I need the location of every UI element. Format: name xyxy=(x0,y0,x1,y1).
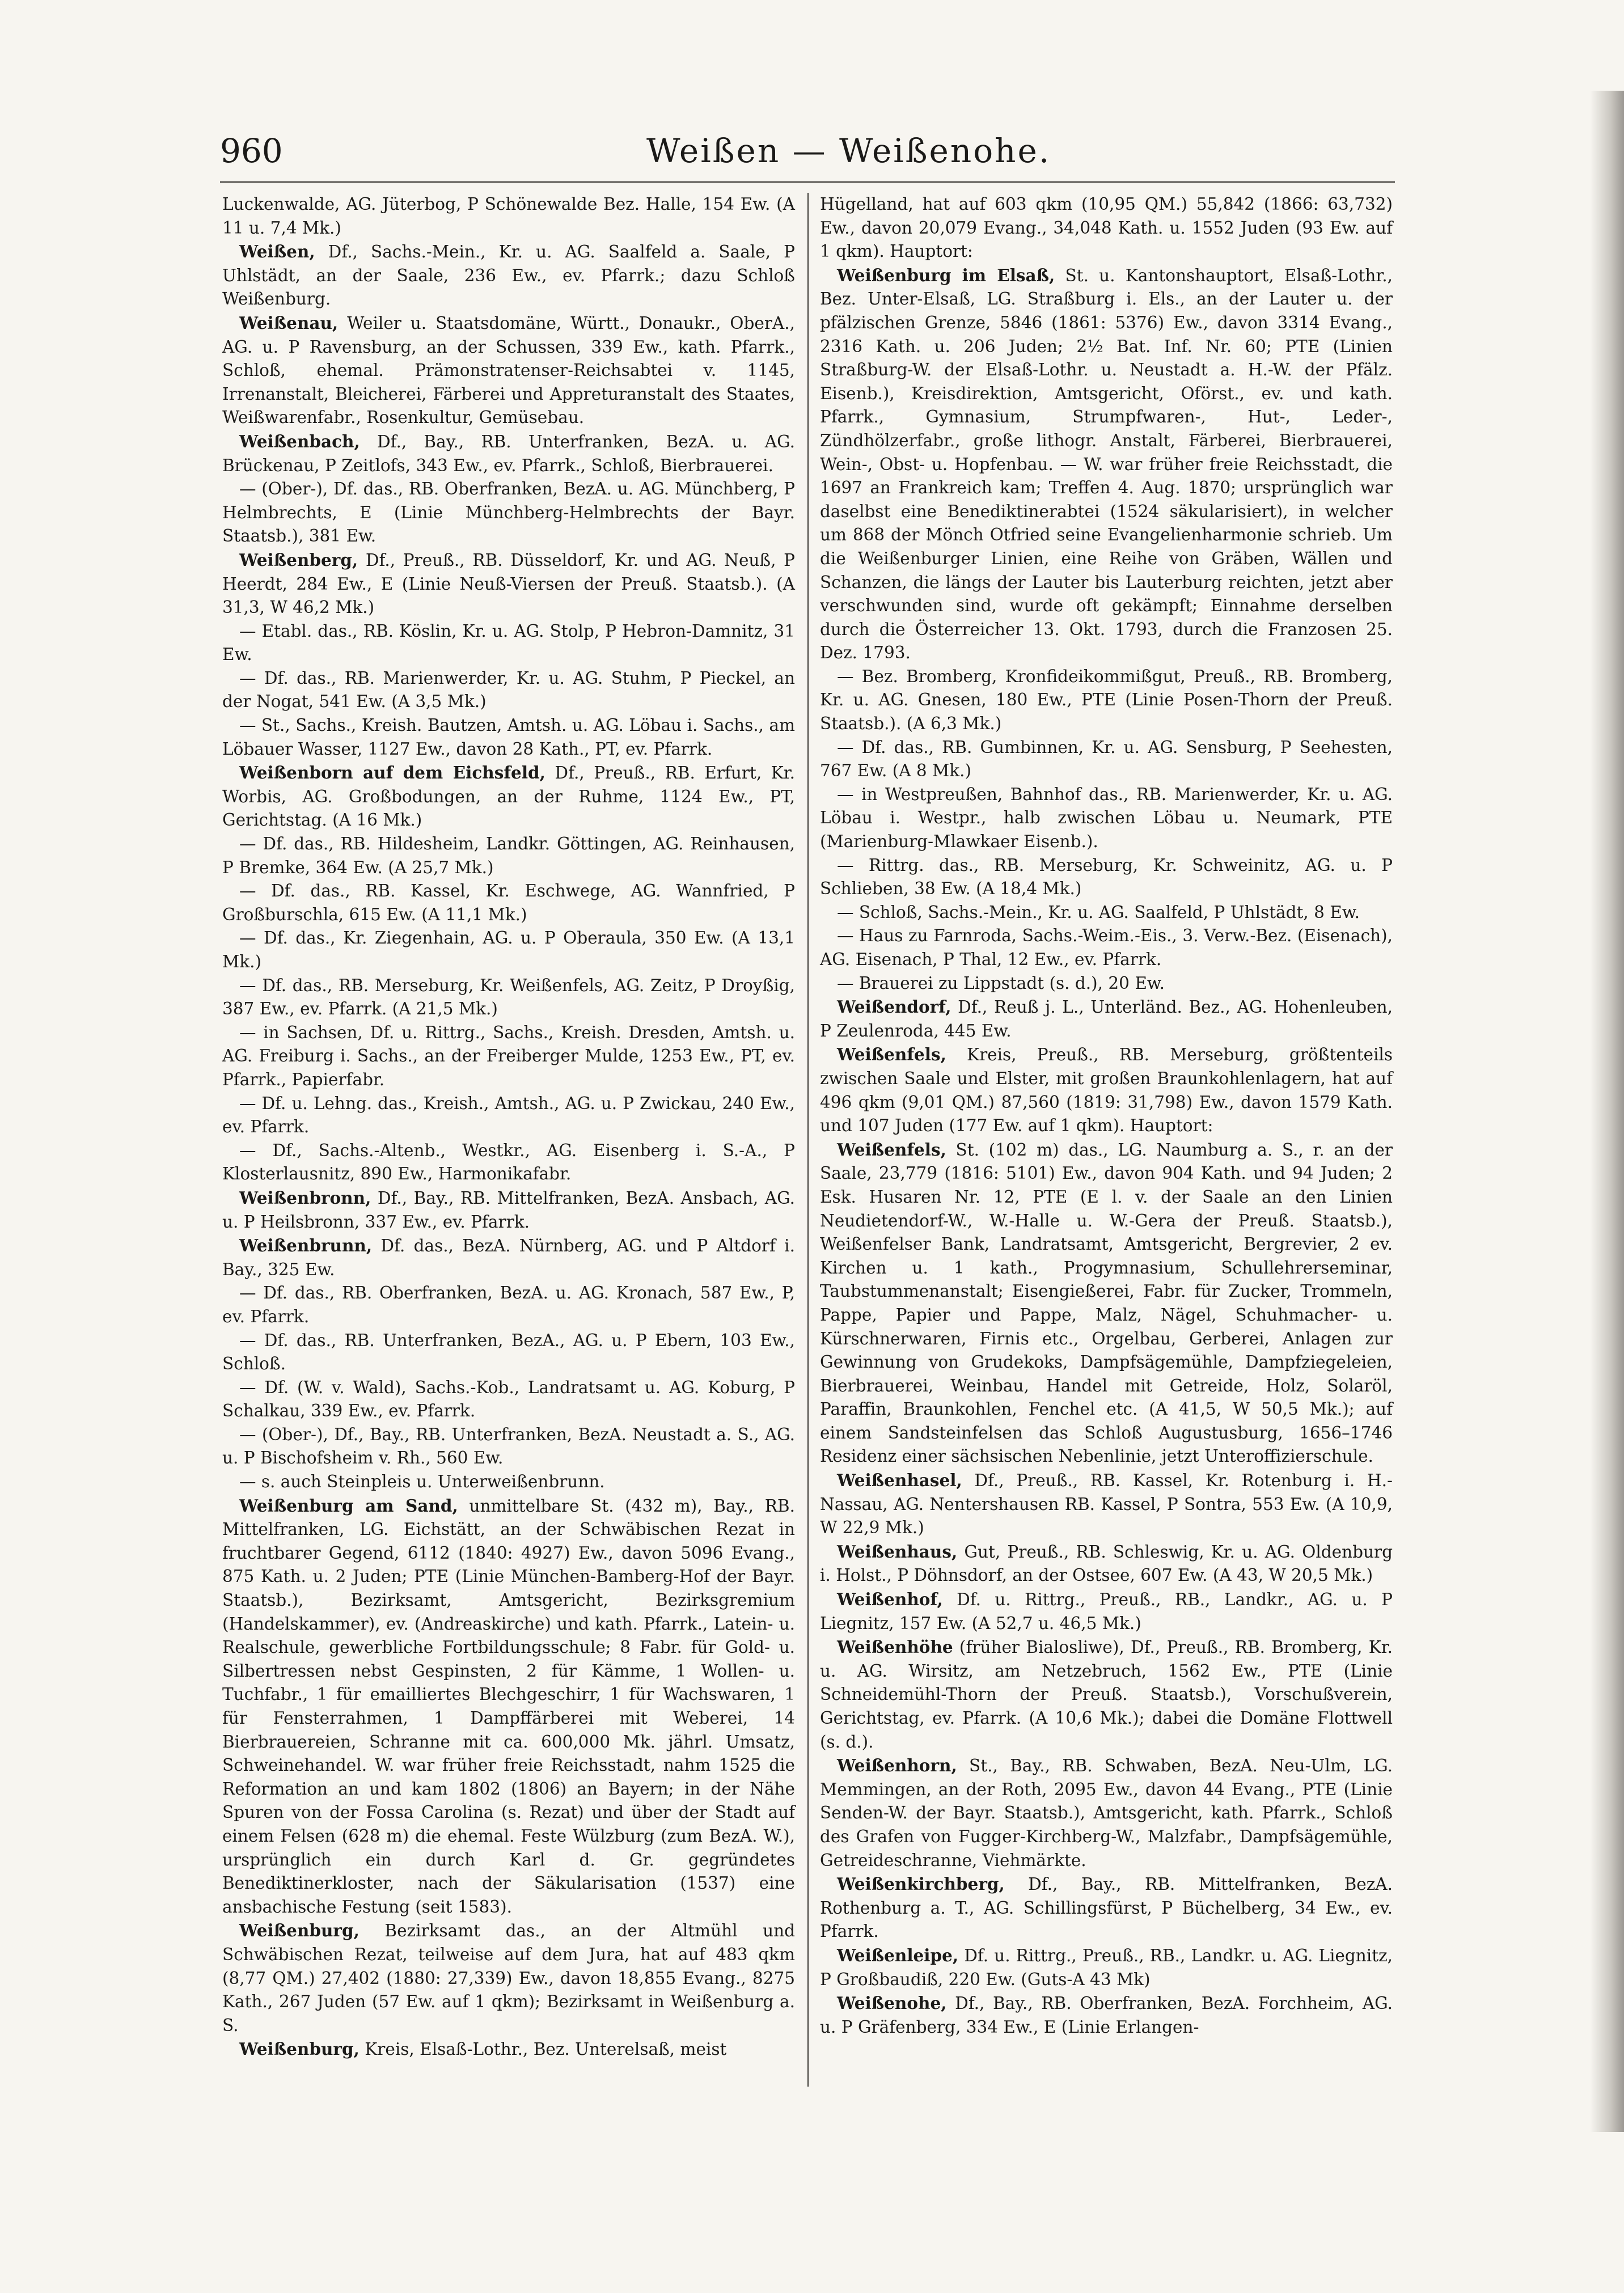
entry xyxy=(222,430,795,477)
entry-text: Weiler u. Staatsdomäne, Württ., Donaukr., OberA., AG. u. P Ravensburg, an der Schussen, 339 Ew., kath. Pfarrk., Schloß, ehemal. Prämonstratenser-Reichsabtei v. 1145, Irrenanstalt, Bleicherei, Färberei und Appreturanstalt des Staates, Weißwarenfabr., Rosenkultur, Gemüsebau. xyxy=(222,313,795,428)
entry xyxy=(820,854,1393,901)
entry xyxy=(222,1092,795,1139)
entry-headword: Weißenhöhe xyxy=(837,1637,953,1657)
entry-headword: Weißenhaus, xyxy=(837,1541,958,1562)
entry-headword: Weißenhof, xyxy=(837,1589,943,1610)
entry-text: Df., Reuß j. L., Unterländ. Bez., AG. Hohenleuben, P Zeulenroda, 445 Ew. xyxy=(820,997,1393,1040)
entry-text: — Df. das., RB. Kassel, Kr. Eschwege, AG. Wannfried, P Großburschla, 615 Ew. (A 11,1 Mk.) xyxy=(222,881,795,924)
running-head: Weißen — Weißenohe. xyxy=(646,132,1051,170)
entry xyxy=(222,193,795,240)
page-edge-shadow xyxy=(1590,91,1624,2132)
entry-text: — Schloß, Sachs.-Mein., Kr. u. AG. Saalfeld, P Uhlstädt, 8 Ew. xyxy=(837,902,1360,922)
entry xyxy=(820,1588,1393,1635)
entry-text: — s. auch Steinpleis u. Unterweißenbrunn. xyxy=(239,1472,605,1492)
entry-text: Df. das., BezA. Nürnberg, AG. und P Altdorf i. Bay., 325 Ew. xyxy=(222,1236,795,1279)
entry xyxy=(820,193,1393,264)
entry xyxy=(222,879,795,926)
left-column xyxy=(222,193,795,2062)
entry xyxy=(222,1234,795,1281)
entry-text: Df., Preuß., RB. Kassel, Kr. Rotenburg i. H.-Nassau, AG. Nentershausen RB. Kassel, P Sontra, 553 Ew. (A 10,9, W 22,9 Mk.) xyxy=(820,1471,1393,1538)
entry-text: — Etabl. das., RB. Köslin, Kr. u. AG. Stolp, P Hebron-Damnitz, 31 Ew. xyxy=(222,621,795,665)
entry-text: Df., Preuß., RB. Düsseldorf, Kr. und AG. Neuß, P Heerdt, 284 Ew., E (Linie Neuß-Viersen der Preuß. Staatsb.). (A 31,3, W 46,2 Mk.) xyxy=(222,550,795,617)
entry-text: — Df. das., RB. Gumbinnen, Kr. u. AG. Sensburg, P Seehesten, 767 Ew. (A 8 Mk.) xyxy=(820,737,1393,781)
entry xyxy=(222,832,795,879)
entry-headword: Weißenburg am Sand, xyxy=(239,1495,458,1516)
entry-headword: Weißenfels, xyxy=(837,1139,946,1160)
entry-headword: Weißenleipe, xyxy=(837,1945,959,1965)
entry-headword: Weißenhorn, xyxy=(837,1755,957,1776)
entry-text: — Df. das., RB. Merseburg, Kr. Weißenfels, AG. Zeitz, P Droyßig, 387 Ew., ev. Pfarrk. (A 21,5 Mk.) xyxy=(222,975,795,1019)
entry xyxy=(222,761,795,832)
entry xyxy=(222,477,795,548)
entry-headword: Weißenohe, xyxy=(837,1993,947,2013)
entry xyxy=(222,1021,795,1092)
entry xyxy=(222,1494,795,1919)
entry-text: Hügelland, hat auf 603 qkm (10,95 QM.) 55,842 (1866: 63,732) Ew., davon 20,079 Evang., 34,048 Kath. u. 1552 Juden (93 Ew. auf 1 qkm). Hauptort: xyxy=(820,194,1393,261)
entry-headword: Weißen, xyxy=(239,242,315,262)
entry-text: Df., Sachs.-Mein., Kr. u. AG. Saalfeld a. Saale, P Uhlstädt, an der Saale, 236 Ew., ev. Pfarrk.; dazu Schloß Weißenburg. xyxy=(222,242,795,309)
entry xyxy=(222,974,795,1021)
entry-text: — Bez. Bromberg, Kronfideikommißgut, Preuß., RB. Bromberg, Kr. u. AG. Gnesen, 180 Ew., PTE (Linie Posen-Thorn der Preuß. Staatsb.). (A 6,3 Mk.) xyxy=(820,666,1393,734)
entry-headword: Weißendorf, xyxy=(837,997,951,1017)
entry-text: Kreis, Preuß., RB. Merseburg, größtenteils zwischen Saale und Elster, mit großen Braunkohlenlagern, hat auf 496 qkm (9,01 QM.) 87,560 (1819: 31,798) Ew., davon 1579 Kath. und 107 Juden (177 Ew. auf 1 qkm). Hauptort: xyxy=(820,1045,1393,1136)
entry-text: — Df. das., Kr. Ziegenhain, AG. u. P Oberaula, 350 Ew. (A 13,1 Mk.) xyxy=(222,928,795,971)
page-number: 960 xyxy=(220,132,283,170)
entry xyxy=(222,1470,795,1494)
column-divider xyxy=(807,193,809,2087)
entry xyxy=(820,736,1393,783)
entry xyxy=(820,1540,1393,1588)
entry xyxy=(820,1043,1393,1137)
entry-text: St. u. Kantonshauptort, Elsaß-Lothr., Bez. Unter-Elsaß, LG. Straßburg i. Els., an der Lauter u. der pfälzischen Grenze, 5846 (1861: 5376) Ew., davon 3314 Evang., 2316 Kath. u. 206 Juden; 2½ Bat. Inf. Nr. 60; PTE (Linien Straßburg-W. der Elsaß-Lothr. u. Neustadt a. H.-W. der Pfälz. Eisenb.), Kreisdirektion, Amtsgericht, Oförst., ev. und kath. Pfarrk., Gymnasium, Strumpfwaren-, Hut-, Leder-, Zündhölzerfabr., große lithogr. Anstalt, Färberei, Bierbrauerei, Wein-, Obst- u. Hopfenbau. — W. war früher freie Reichsstadt, die 1697 an Frankreich kam; Treffen 4. Aug. 1870; ursprünglich war daselbst eine Benediktinerabtei (1524 säkularisiert), in welcher um 868 der Mönch Otfried seine Evangelienharmonie schrieb. Um die Weißenburger Linien, eine Reihe von Gräben, Wällen und Schanzen, die längs der Lauter bis Lauterburg reichten, jetzt aber verschwunden sind, wurde oft gekämpft; Einnahme derselben durch die Österreicher 13. Okt. 1793, durch die Franzosen 25. Dez. 1793. xyxy=(820,265,1393,663)
entry xyxy=(820,1469,1393,1540)
entry-text: Bezirksamt das., an der Altmühl und Schwäbischen Rezat, teilweise auf dem Jura, hat auf 483 qkm (8,77 QM.) 27,402 (1880: 27,339) Ew., davon 18,855 Evang., 8275 Kath., 267 Juden (57 Ew. auf 1 qkm); Bezirksamt in Weißenburg a. S. xyxy=(222,1921,795,2035)
entry-text: — St., Sachs., Kreish. Bautzen, Amtsh. u. AG. Löbau i. Sachs., am Löbauer Wasser, 1127 Ew., davon 28 Kath., PT, ev. Pfarrk. xyxy=(222,716,795,759)
entry-headword: Weißenfels, xyxy=(837,1044,946,1065)
entry-text: Df., Bay., RB. Mittelfranken, BezA. Rothenburg a. T., AG. Schillingsfürst, P Büchelberg, 34 Ew., ev. Pfarrk. xyxy=(820,1875,1393,1941)
entry-text: — Brauerei zu Lippstadt (s. d.), 20 Ew. xyxy=(837,973,1165,993)
entry xyxy=(820,665,1393,736)
entry-headword: Weißenburg, xyxy=(239,2039,360,2059)
entry xyxy=(820,783,1393,854)
entry-text: Df., Bay., RB. Oberfranken, BezA. Forchheim, AG. u. P Gräfenberg, 334 Ew., E (Linie Erlangen- xyxy=(820,1994,1393,2037)
entry xyxy=(222,1423,795,1470)
entry-text: Luckenwalde, AG. Jüterbog, P Schönewalde Bez. Halle, 154 Ew. (A 11 u. 7,4 Mk.) xyxy=(222,194,795,238)
entry xyxy=(222,1919,795,2037)
entry-headword: Weißenburg, xyxy=(239,1920,360,1941)
entry-text: — in Westpreußen, Bahnhof das., RB. Marienwerder, Kr. u. AG. Löbau i. Westpr., halb zwischen Löbau u. Neumark, PTE (Marienburg-Mlawkaer Eisenb.). xyxy=(820,784,1393,852)
entry-text: St., Bay., RB. Schwaben, BezA. Neu-Ulm, LG. Memmingen, an der Roth, 2095 Ew., davon 44 Evang., PTE (Linie Senden-W. der Bayr. Staatsb.), Amtsgericht, kath. Pfarrk., Schloß des Grafen von Fugger-Kirchberg-W., Malzfabr., Dampfsägemühle, Getreideschranne, Viehmärkte. xyxy=(820,1756,1393,1870)
entry xyxy=(222,1281,795,1329)
entry-text: — Df., Sachs.-Altenb., Westkr., AG. Eisenberg i. S.-A., P Klosterlausnitz, 890 Ew., Harmonikafabr. xyxy=(222,1140,795,1184)
entry xyxy=(222,548,795,620)
entry xyxy=(820,1635,1393,1754)
entry xyxy=(820,1754,1393,1872)
entry-headword: Weißenkirchberg, xyxy=(837,1874,1005,1894)
entry-text: Df. u. Rittrg., Preuß., RB., Landkr. u. AG. Liegnitz, P Großbaudiß, 220 Ew. (Guts-A 43 Mk) xyxy=(820,1945,1393,1989)
entry-text: Df., Bay., RB. Mittelfranken, BezA. Ansbach, AG. u. P Heilsbronn, 337 Ew., ev. Pfarrk. xyxy=(222,1188,795,1232)
entry xyxy=(820,264,1393,665)
entry-headword: Weißenbach, xyxy=(239,431,360,451)
entry xyxy=(820,924,1393,971)
entry-text: Df., Preuß., RB. Erfurt, Kr. Worbis, AG. Großbodungen, an der Ruhme, 1124 Ew., PT, Gerichtstag. (A 16 Mk.) xyxy=(222,763,795,830)
entry xyxy=(222,667,795,714)
entry-text: — in Sachsen, Df. u. Rittrg., Sachs., Kreish. Dresden, Amtsh. u. AG. Freiburg i. Sachs., an der Freiberger Mulde, 1253 Ew., PT, ev. Pfarrk., Papierfabr. xyxy=(222,1022,795,1089)
entry xyxy=(222,714,795,761)
entry-text: — Rittrg. das., RB. Merseburg, Kr. Schweinitz, AG. u. P Schlieben, 38 Ew. (A 18,4 Mk.) xyxy=(820,855,1393,899)
entry xyxy=(222,2037,795,2062)
entry xyxy=(820,1991,1393,2039)
entry-text: — Df. das., RB. Unterfranken, BezA., AG. u. P Ebern, 103 Ew., Schloß. xyxy=(222,1330,795,1374)
entry-text: — Df. das., RB. Marienwerder, Kr. u. AG. Stuhm, P Pieckel, an der Nogat, 541 Ew. (A 3,5 Mk.) xyxy=(222,668,795,712)
entry-text: (früher Bialosliwe), Df., Preuß., RB. Bromberg, Kr. u. AG. Wirsitz, am Netzebruch, 1562 Ew., PTE (Linie Schneidemühl-Thorn der Preuß. Staatsb.), Vorschußverein, Gerichtstag, ev. Pfarrk. (A 10,6 Mk.); dabei die Domäne Flottwell (s. d.). xyxy=(820,1638,1393,1752)
entry-headword: Weißenberg, xyxy=(239,549,358,570)
entry xyxy=(222,311,795,430)
entry-text: Gut, Preuß., RB. Schleswig, Kr. u. AG. Oldenburg i. Holst., P Döhnsdorf, an der Ostsee, 607 Ew. (A 43, W 20,5 Mk.) xyxy=(820,1542,1393,1585)
entry xyxy=(222,620,795,667)
entry xyxy=(222,240,795,311)
entry xyxy=(222,1186,795,1234)
entry-headword: Weißenhasel, xyxy=(837,1470,962,1491)
entry xyxy=(222,926,795,974)
entry-text: — (Ober-), Df., Bay., RB. Unterfranken, BezA. Neustadt a. S., AG. u. P Bischofsheim v. Rh., 560 Ew. xyxy=(222,1424,795,1468)
entry xyxy=(222,1376,795,1423)
header-rule xyxy=(220,181,1395,183)
entry xyxy=(820,1872,1393,1944)
entry xyxy=(820,972,1393,996)
entry xyxy=(820,1138,1393,1469)
entry-headword: Weißenau, xyxy=(239,312,339,333)
entry xyxy=(222,1329,795,1376)
entry xyxy=(820,995,1393,1043)
entry-text: Df., Bay., RB. Unterfranken, BezA. u. AG. Brückenau, P Zeitlofs, 343 Ew., ev. Pfarrk., Schloß, Bierbrauerei. xyxy=(222,431,795,475)
entry xyxy=(820,1944,1393,1991)
entry-text: unmittelbare St. (432 m), Bay., RB. Mittelfranken, LG. Eichstätt, an der Schwäbischen Rezat in fruchtbarer Gegend, 6112 (1840: 4927) Ew., davon 5096 Evang., 875 Kath. u. 2 Juden; PTE (Linie München-Bamberg-Hof der Bayr. Staatsb.), Bezirksamt, Amtsgericht, Bezirksgremium (Handelskammer), ev. (Andreaskirche) und kath. Pfarrk., Latein- u. Realschule, gewerbliche Fortbildungsschule; 8 Fabr. für Gold- u. Silbertressen nebst Gespinsten, 2 für Kämme, 1 Wollen- u. Tuchfabr., 1 für emailliertes Blechgeschirr, 1 für Wachswaren, 1 für Fensterrahmen, 1 Dampffärberei mit Weberei, 14 Bierbrauereien, Schranne mit ca. 600,000 Mk. jährl. Umsatz, Schweinehandel. W. war früher freie Reichsstadt, nahm 1525 die Reformation an und kam 1802 (1806) an Bayern; in der Nähe Spuren von der Fossa Carolina (s. Rezat) und über der Stadt auf einem Felsen (628 m) die ehemal. Feste Wülzburg (zum BezA. W.), ursprünglich ein durch Karl d. Gr. gegründetes Benediktinerkloster, nach der Säkularisation (1537) eine ansbachische Festung (seit 1583). xyxy=(222,1496,795,1917)
entry-text: — Df. das., RB. Oberfranken, BezA. u. AG. Kronach, 587 Ew., P, ev. Pfarrk. xyxy=(222,1283,795,1326)
entry-text: — Haus zu Farnroda, Sachs.-Weim.-Eis., 3. Verw.-Bez. (Eisenach), AG. Eisenach, P Thal, 12 Ew., ev. Pfarrk. xyxy=(820,926,1393,969)
entry-headword: Weißenbronn, xyxy=(239,1187,371,1208)
entry xyxy=(222,1139,795,1186)
entry-text: — Df. (W. v. Wald), Sachs.-Kob., Landratsamt u. AG. Koburg, P Schalkau, 339 Ew., ev. Pfarrk. xyxy=(222,1377,795,1421)
entry-headword: Weißenburg im Elsaß, xyxy=(837,265,1055,285)
entry xyxy=(820,901,1393,925)
entry-text: — Df. u. Lehng. das., Kreish., Amtsh., AG. u. P Zwickau, 240 Ew., ev. Pfarrk. xyxy=(222,1093,795,1137)
entry-text: Kreis, Elsaß-Lothr., Bez. Unterelsaß, meist xyxy=(359,2040,727,2059)
entry-text: — (Ober-), Df. das., RB. Oberfranken, BezA. u. AG. Münchberg, P Helmbrechts, E (Linie Münchberg-Helmbrechts der Bayr. Staatsb.), 381 Ew. xyxy=(222,479,795,546)
entry-headword: Weißenbrunn, xyxy=(239,1236,373,1256)
entry-text: Df. u. Rittrg., Preuß., RB., Landkr., AG. u. P Liegnitz, 157 Ew. (A 52,7 u. 46,5 Mk.) xyxy=(820,1590,1393,1633)
entry-text: — Df. das., RB. Hildesheim, Landkr. Göttingen, AG. Reinhausen, P Bremke, 364 Ew. (A 25,7 Mk.) xyxy=(222,834,795,877)
entry-headword: Weißenborn auf dem Eichsfeld, xyxy=(239,763,545,783)
entry-text: St. (102 m) das., LG. Naumburg a. S., r. an der Saale, 23,779 (1816: 5101) Ew., davon 904 Kath. und 94 Juden; 2 Esk. Husaren Nr. 12, PTE (E l. v. der Saale an den Linien Neudietendorf-W., W.-Halle u. W.-Gera der Preuß. Staatsb.), Weißenfelser Bank, Landratsamt, Amtsgericht, Bergrevier, 2 ev. Kirchen u. 1 kath., Progymnasium, Schullehrerseminar, Taubstummenanstalt; Eisengießerei, Fabr. für Zucker, Trommeln, Pappe, Papier und Pappe, Malz, Nägel, Schuhmacher- u. Kürschnerwaren, Firnis etc., Orgelbau, Gerberei, Anlagen zur Gewinnung von Grudekoks, Dampfsägemühle, Dampfziegeleien, Bierbrauerei, Weinbau, Handel mit Getreide, Holz, Solaröl, Paraffin, Braunkohlen, Fenchel etc. (A 41,5, W 50,5 Mk.); auf einem Sandsteinfelsen das Schloß Augustusburg, 1656–1746 Residenz einer sächsischen Nebenlinie, jetzt Unteroffizierschule. xyxy=(820,1140,1393,1466)
right-column xyxy=(820,193,1393,2039)
